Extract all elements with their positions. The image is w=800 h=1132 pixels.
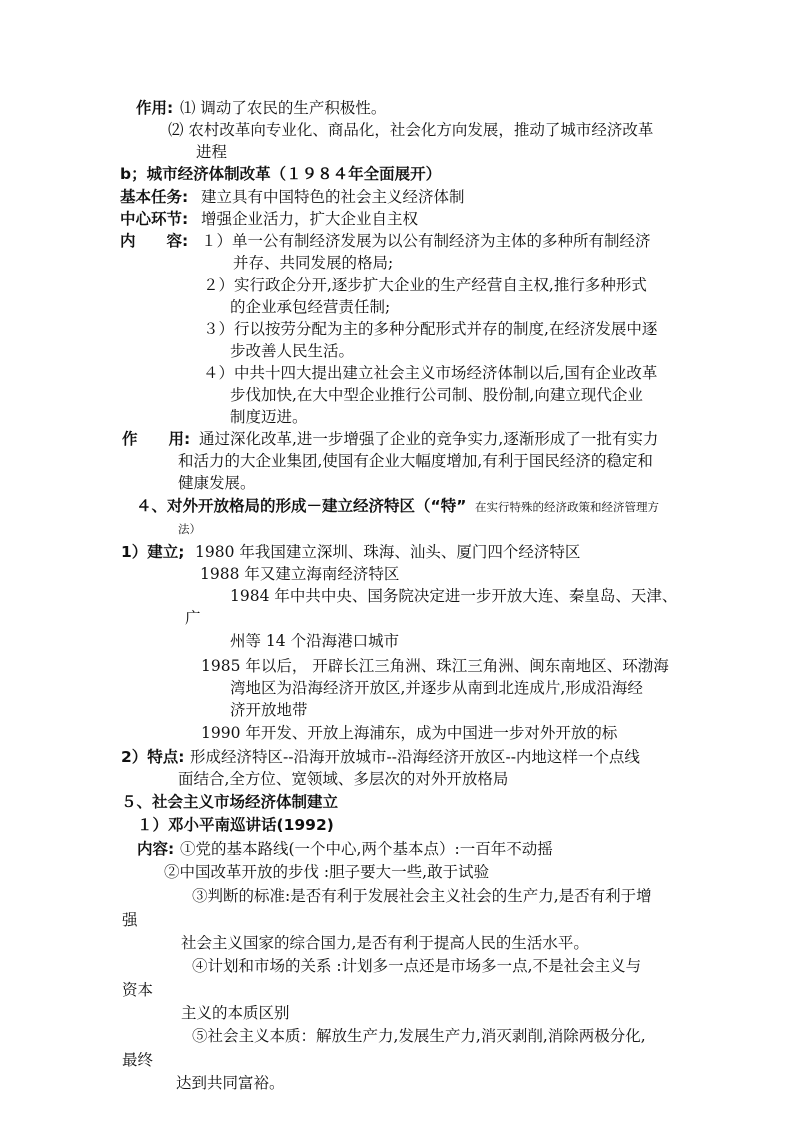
- section-4-heading: ４、对外开放格局的形成－建立经济特区（“特”: [136, 497, 467, 515]
- build-line-4: 州等 14 个沿海港口城市: [230, 632, 400, 650]
- section-5-content-label: 内容:: [137, 840, 175, 858]
- content-item-4-cont2: 制度迈进。: [230, 408, 308, 426]
- build-line-7: 济开放地带: [230, 701, 308, 719]
- feature-label: 2）特点:: [121, 748, 185, 766]
- content-item-4-cont: 步伐加快,在大中型企业推行公司制、股份制,向建立现代企业: [230, 386, 643, 404]
- section-5-point-4-wrap: 资本: [122, 981, 154, 999]
- content-label: 内 容:: [120, 232, 189, 250]
- section-5-point-3: ③判断的标准:是否有利于发展社会主义社会的生产力,是否有利于增: [192, 887, 652, 905]
- section-5-point-3-wrap: 强: [122, 911, 138, 929]
- build-line-3: 1984 年中共中央、国务院决定进一步开放大连、秦皇岛、天津、: [230, 587, 678, 605]
- effect2-line-3: 健康发展。: [178, 474, 256, 492]
- center-label: 中心环节:: [120, 210, 189, 228]
- section-5-heading: ５、社会主义市场经济体制建立: [121, 793, 339, 811]
- section-5-subheading: １）邓小平南巡讲话(1992): [137, 816, 334, 834]
- section-4-note-cont: 法）: [178, 522, 201, 536]
- effect-item-1: ⑴ 调动了农民的生产积极性。: [180, 99, 387, 117]
- section-b-heading: b；城市经济体制改革（１９８４年全面展开）: [120, 165, 442, 183]
- section-4-note: 在实行特殊的经济政策和经济管理方: [475, 500, 659, 514]
- task-label: 基本任务:: [120, 188, 189, 206]
- section-5-point-2: ②中国改革开放的步伐 :胆子要大一些,敢于试验: [164, 863, 490, 881]
- build-label: 1）建立;: [121, 543, 185, 561]
- effect2-line-1: 通过深化改革,进一步增强了企业的竞争实力,逐渐形成了一批有实力: [199, 430, 659, 448]
- content-item-1-cont: 并存、共同发展的格局;: [233, 254, 394, 272]
- feature-line-2: 面结合,全方位、宽领域、多层次的对外开放格局: [178, 770, 509, 788]
- content-item-4: ４）中共十四大提出建立社会主义市场经济体制以后,国有企业改革: [203, 364, 658, 382]
- build-line-2: 1988 年又建立海南经济特区: [200, 565, 400, 583]
- content-item-2: ２）实行政企分开,逐步扩大企业的生产经营自主权,推行多种形式: [203, 276, 647, 294]
- section-5-point-4-cont: 主义的本质区别: [181, 1004, 290, 1022]
- build-line-6: 湾地区为沿海经济开放区,并逐步从南到北连成片,形成沿海经: [230, 679, 643, 697]
- build-line-3-wrap: 广: [185, 609, 201, 627]
- build-line-8: 1990 年开发、开放上海浦东，成为中国进一步对外开放的标: [201, 724, 618, 742]
- effect2-line-2: 和活力的大企业集团,使国有企业大幅度增加,有利于国民经济的稳定和: [178, 452, 653, 470]
- section-5-point-5-wrap: 最终: [122, 1051, 154, 1069]
- build-line-1: 1980 年我国建立深圳、珠海、汕头、厦门四个经济特区: [195, 543, 581, 561]
- effect2-label: 作 用:: [122, 430, 191, 448]
- effect-item-2: ⑵ 农村改革向专业化、商品化，社会化方向发展，推动了城市经济改革: [168, 121, 654, 139]
- content-item-3-cont: 步改善人民生活。: [230, 342, 355, 360]
- effect-label: 作用:: [136, 99, 174, 117]
- center-text: 增强企业活力，扩大企业自主权: [201, 210, 419, 228]
- section-5-point-4: ④计划和市场的关系 :计划多一点还是市场多一点,不是社会主义与: [192, 957, 642, 975]
- section-5-point-3-cont: 社会主义国家的综合国力,是否有利于提高人民的生活水平。: [181, 934, 589, 952]
- content-item-3: ３）行以按劳分配为主的多种分配形式并存的制度,在经济发展中逐: [203, 320, 658, 338]
- build-line-5: 1985 年以后， 开辟长江三角洲、珠江三角洲、闽东南地区、环渤海: [201, 657, 669, 675]
- task-text: 建立具有中国特色的社会主义经济体制: [201, 188, 465, 206]
- section-5-point-1: ①党的基本路线(一个中心,两个基本点）:一百年不动摇: [180, 840, 553, 858]
- content-item-1: １）单一公有制经济发展为以公有制经济为主体的多种所有制经济: [201, 232, 651, 250]
- content-item-2-cont: 的企业承包经营责任制;: [230, 298, 391, 316]
- section-5-point-5-cont: 达到共同富裕。: [176, 1074, 285, 1092]
- section-5-point-5: ⑤社会主义本质：解放生产力,发展生产力,消灭剥削,消除两极分化,: [192, 1027, 646, 1045]
- feature-line-1: 形成经济特区--沿海开放城市--沿海经济开放区--内地这样一个点线: [190, 748, 640, 766]
- effect-item-2-cont: 进程: [196, 143, 228, 161]
